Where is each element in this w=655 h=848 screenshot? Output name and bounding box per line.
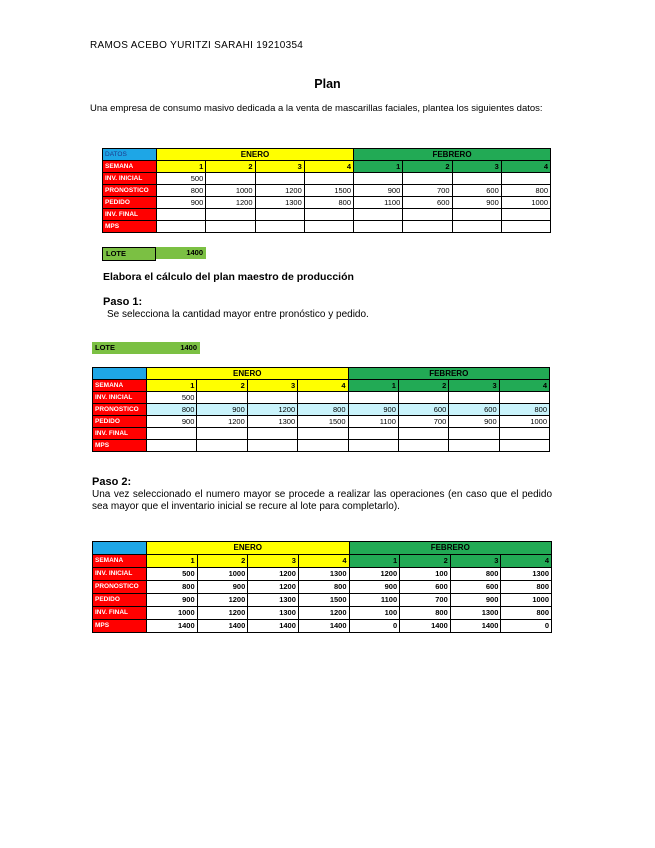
table-cell: 100 [400,568,451,581]
table-row [93,404,550,416]
table-cell [354,209,403,221]
month-row [93,542,552,555]
corner-cell: DATOS [103,149,157,161]
month-header-enero: ENERO [147,368,349,380]
table-cell: 600 [398,404,448,416]
table-cell: 1 [147,380,197,392]
month-header-febrero: FEBRERO [354,149,551,161]
row-label: PRONOSTICO [93,581,147,594]
table-cell: 800 [304,197,353,209]
lote-box-2 [92,342,200,354]
table-cell: 1400 [298,620,349,633]
table-cell: 3 [450,555,501,568]
table-cell [304,221,353,233]
table-cell: 900 [354,185,403,197]
table-row [103,197,551,209]
table-cell [147,440,197,452]
table-cell [499,428,549,440]
table-cell [298,440,348,452]
table-cell [157,209,206,221]
table-cell [147,428,197,440]
table-cell: 4 [499,380,549,392]
row-label: MPS [93,620,147,633]
table-cell: 1300 [298,568,349,581]
table-cell: 800 [147,581,198,594]
paso1-title: Paso 1: [103,296,143,308]
paso1-text: Se selecciona la cantidad mayor entre pronóstico y pedido. [107,309,369,320]
row-label: PEDIDO [93,416,147,428]
table-row [93,392,550,404]
row-label: INV. INICIAL [93,392,147,404]
table-cell: 800 [147,404,197,416]
table-row [93,607,552,620]
table-cell [398,392,448,404]
table-cell [449,392,499,404]
row-label: INV. FINAL [103,209,157,221]
month-row [103,149,551,161]
table-cell: 0 [501,620,552,633]
table-cell [354,221,403,233]
table-cell [501,209,550,221]
table-cell: 600 [450,581,501,594]
table-cell: 1200 [247,404,297,416]
row-label: PRONOSTICO [103,185,157,197]
table-cell: 900 [197,404,247,416]
table-cell: 1300 [248,594,299,607]
paso2-title: Paso 2: [92,476,132,488]
lote-value-2: 1400 [148,342,200,354]
table-cell: 2 [398,380,448,392]
table-cell: 800 [501,607,552,620]
row-label: INV. INICIAL [93,568,147,581]
lote-label: LOTE [102,247,156,261]
table-cell: 900 [449,416,499,428]
table-cell [197,440,247,452]
table-cell: 1 [354,161,403,173]
table-cell: 600 [403,197,452,209]
table-cell: 4 [298,380,348,392]
table-cell: 1200 [197,607,248,620]
table-cell: 2 [400,555,451,568]
table-cell [348,428,398,440]
table-cell: 1000 [501,594,552,607]
table-cell: 1000 [197,568,248,581]
table-cell [398,440,448,452]
month-header-febrero: FEBRERO [348,368,550,380]
table-row [103,185,551,197]
table-cell: 1500 [304,185,353,197]
table-row [93,440,550,452]
table-cell: 1400 [248,620,299,633]
table-cell: 500 [157,173,206,185]
table-cell: 600 [449,404,499,416]
table-cell: 3 [452,161,501,173]
table-cell: 1200 [197,594,248,607]
table-cell: 800 [400,607,451,620]
month-header-enero: ENERO [157,149,354,161]
table-cell [255,221,304,233]
table-cell [304,209,353,221]
plan-table-step1 [92,367,550,452]
table-cell: 1100 [348,416,398,428]
table-cell: 1200 [298,607,349,620]
table-cell: 2 [206,161,255,173]
table-cell: 1000 [499,416,549,428]
table-cell: 1200 [248,581,299,594]
table-cell: 700 [398,416,448,428]
table-cell: 800 [298,581,349,594]
table-row [103,173,551,185]
table-cell [298,428,348,440]
table-cell: 900 [157,197,206,209]
table-cell [499,440,549,452]
table-cell: 2 [403,161,452,173]
lote-value: 1400 [156,247,206,259]
table-cell: 1200 [197,416,247,428]
table-cell: 3 [248,555,299,568]
table-cell: 2 [197,555,248,568]
table-cell [449,440,499,452]
table-cell: 1200 [349,568,400,581]
table-cell: 900 [147,594,198,607]
table-cell [403,209,452,221]
table-row [93,416,550,428]
table-cell: 800 [157,185,206,197]
row-label: SEMANA [103,161,157,173]
month-header-febrero: FEBRERO [349,542,552,555]
page-title: Plan [314,77,341,91]
table-row [103,221,551,233]
table-cell: 1400 [197,620,248,633]
table-cell: 1300 [501,568,552,581]
table-cell: 500 [147,392,197,404]
table-cell: 100 [349,607,400,620]
table-cell: 1500 [298,416,348,428]
table-row [103,161,551,173]
row-label: SEMANA [93,555,147,568]
table-cell: 1200 [255,185,304,197]
table-cell: 900 [452,197,501,209]
corner-cell [93,368,147,380]
table-cell [197,428,247,440]
table-row [93,380,550,392]
lote-label-2: LOTE [92,342,148,354]
table-cell [348,440,398,452]
table-cell: 1400 [400,620,451,633]
table-cell: 700 [403,185,452,197]
row-label: INV. FINAL [93,607,147,620]
table-cell: 4 [501,161,550,173]
table-row [93,620,552,633]
table-cell: 4 [304,161,353,173]
row-label: MPS [103,221,157,233]
table-cell: 800 [298,404,348,416]
table-cell: 1000 [147,607,198,620]
table-cell: 1200 [248,568,299,581]
table-cell [247,440,297,452]
table-cell: 1400 [450,620,501,633]
table-cell: 1000 [206,185,255,197]
table-row [93,428,550,440]
table-cell: 1300 [247,416,297,428]
table-cell: 600 [452,185,501,197]
table-cell: 4 [501,555,552,568]
table-cell: 1300 [255,197,304,209]
table-cell: 1500 [298,594,349,607]
corner-cell [93,542,147,555]
table-cell: 3 [449,380,499,392]
table-cell: 1 [157,161,206,173]
table-cell: 900 [147,416,197,428]
table-cell [206,221,255,233]
table-cell [452,173,501,185]
table-cell [348,392,398,404]
table-cell: 700 [400,594,451,607]
table-cell [499,392,549,404]
table-cell: 1 [147,555,198,568]
table-cell [247,392,297,404]
table-cell [398,428,448,440]
table-row [103,209,551,221]
table-cell [452,209,501,221]
table-cell: 800 [450,568,501,581]
table-cell: 800 [501,581,552,594]
table-cell [255,209,304,221]
table-cell [501,221,550,233]
elabora-heading: Elabora el cálculo del plan maestro de producción [103,271,354,283]
table-cell: 3 [247,380,297,392]
table-cell: 900 [197,581,248,594]
row-label: INV. INICIAL [103,173,157,185]
table-row [93,594,552,607]
table-cell [206,209,255,221]
table-cell: 1 [349,555,400,568]
table-cell: 1400 [147,620,198,633]
plan-table-result [92,541,552,633]
table-cell [501,173,550,185]
data-table [102,148,551,233]
row-label: MPS [93,440,147,452]
table-cell [403,221,452,233]
table-cell [298,392,348,404]
month-header-enero: ENERO [147,542,350,555]
table-cell: 1300 [248,607,299,620]
row-label: INV. FINAL [93,428,147,440]
row-label: SEMANA [93,380,147,392]
row-label: PRONOSTICO [93,404,147,416]
paso2-text: Una vez seleccionado el numero mayor se procede a realizar las operaciones (en caso que el pedido sea mayor que el inventario inicial se recure al lote para completarlo). [92,489,552,512]
table-cell [304,173,353,185]
table-cell [449,428,499,440]
table-row [93,568,552,581]
table-cell [354,173,403,185]
table-cell [403,173,452,185]
table-cell: 800 [501,185,550,197]
table-cell: 800 [499,404,549,416]
table-cell: 1300 [450,607,501,620]
table-cell [247,428,297,440]
lote-box [102,247,206,261]
table-cell: 0 [349,620,400,633]
table-cell: 1100 [354,197,403,209]
table-cell: 900 [450,594,501,607]
row-label: PEDIDO [93,594,147,607]
table-row [93,581,552,594]
table-cell [157,221,206,233]
table-cell: 900 [348,404,398,416]
author-line: RAMOS ACEBO YURITZI SARAHI 19210354 [90,40,304,51]
table-cell: 900 [349,581,400,594]
row-label: PEDIDO [103,197,157,209]
table-cell [206,173,255,185]
table-cell: 2 [197,380,247,392]
intro-paragraph: Una empresa de consumo masivo dedicada a la venta de mascarillas faciales, plantea los siguientes datos: [90,103,543,114]
table-cell: 500 [147,568,198,581]
table-cell: 1 [348,380,398,392]
table-cell: 1000 [501,197,550,209]
table-cell: 3 [255,161,304,173]
month-row [93,368,550,380]
table-cell [452,221,501,233]
table-cell: 1200 [206,197,255,209]
table-cell [255,173,304,185]
table-row [93,555,552,568]
table-cell: 4 [298,555,349,568]
table-cell: 1100 [349,594,400,607]
table-cell: 600 [400,581,451,594]
table-cell [197,392,247,404]
